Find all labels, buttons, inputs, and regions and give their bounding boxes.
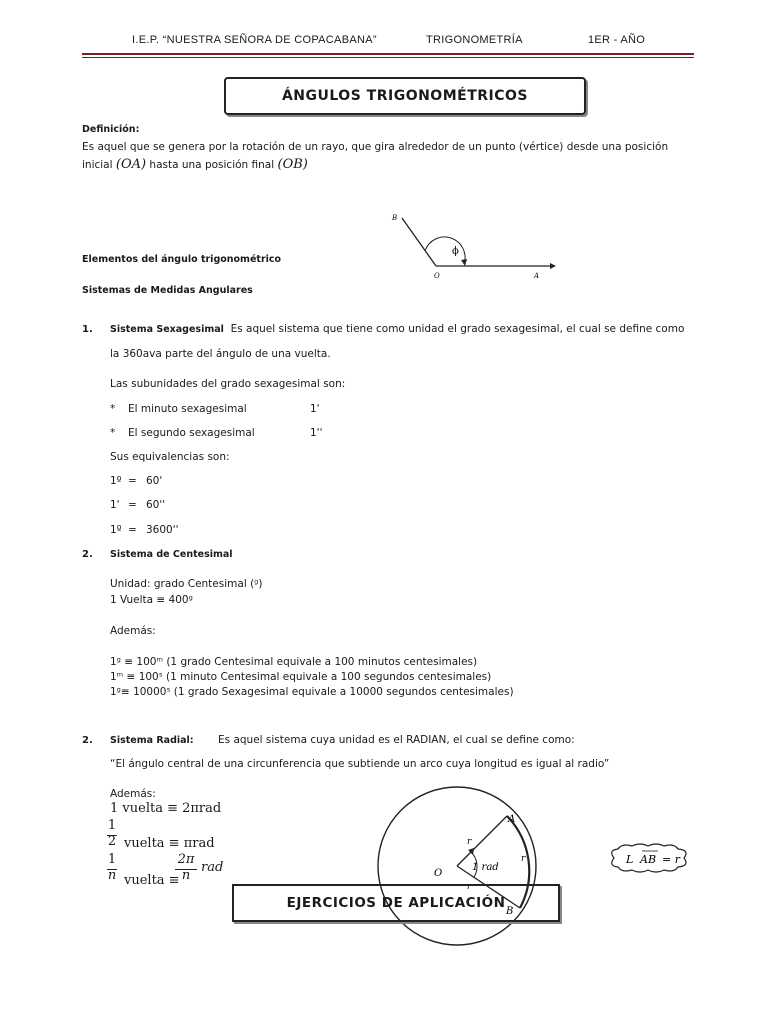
centesimal-turn: 1 Vuelta ≡ 400ᵍ (110, 594, 193, 606)
header-grade: 1ER - AÑO (588, 34, 646, 46)
subunit-symbol: 1' (310, 403, 320, 415)
definition-initial: inicial (82, 159, 113, 171)
radial-desc: Es aquel sistema cuya unidad es el RADIAN, el cual se define como: (218, 734, 575, 746)
radial-quote: “El ángulo central de una circunferencia que subtiende un arco cuya longitud es igual al radio” (110, 758, 610, 770)
arc-length-label: r (521, 854, 526, 864)
subunit-name: El minuto sexagesimal (128, 403, 247, 415)
centesimal-line: 1ᵐ ≡ 100ˢ (1 minuto Centesimal equivale a 100 segundos centesimales) (110, 671, 492, 683)
point-b-label: B (506, 906, 514, 917)
centesimal-ademas: Además: (110, 625, 156, 637)
definition-label: Definición: (82, 124, 140, 135)
point-a-label: A (508, 814, 516, 825)
equiv-eq: = (128, 524, 137, 536)
subunit-bullet: * (110, 403, 116, 415)
subunits-intro: Las subunidades del grado sexagesimal son: (110, 378, 346, 390)
half-numerator: 1 (107, 818, 117, 833)
exercises-title (232, 884, 560, 922)
rotation-arrow-icon (461, 259, 467, 266)
sexagesimal-desc-1: Es aquel sistema que tiene como unidad el grado sexagesimal, el cual se define como (230, 323, 685, 335)
header-subject: TRIGONOMETRÍA (426, 34, 523, 46)
two-pi-numerator: 2π (177, 852, 195, 867)
radian-circle-figure (370, 780, 540, 950)
phi-label: ϕ (452, 246, 459, 257)
equiv-rhs: 60'' (146, 499, 166, 511)
sexagesimal-desc (110, 320, 694, 339)
systems-heading: Sistemas de Medidas Angulares (82, 285, 253, 296)
arc-eq-label: = r (662, 853, 680, 866)
subunit-symbol: 1'' (310, 427, 323, 439)
radial-title: Sistema Radial: (110, 735, 194, 746)
two-pi-denominator: n (181, 868, 191, 883)
equiv-eq: = (128, 499, 137, 511)
point-b-label: B (392, 214, 398, 222)
formula-full-turn: 1 vuelta ≡ 2πrad (110, 801, 222, 816)
exercises-title-text: EJERCICIOS DE APLICACIÓN (286, 895, 506, 911)
definition-line-1: Es aquel que se genera por la rotación de un rayo, que gira alrededor de un punto (vértice) desde una posición (82, 141, 669, 153)
equiv-eq: = (128, 475, 137, 487)
centesimal-unit: Unidad: grado Centesimal (ᵍ) (110, 578, 263, 590)
center-o-label: O (434, 868, 443, 879)
sexagesimal-title: Sistema Sexagesimal (110, 324, 224, 335)
radius-label: r (467, 837, 472, 847)
n-denominator: n (107, 868, 117, 883)
page-title (224, 77, 586, 115)
n-numerator: 1 (107, 852, 117, 867)
equiv-intro: Sus equivalencias son: (110, 451, 230, 463)
equiv-lhs: 1º (110, 475, 122, 487)
elements-heading: Elementos del ángulo trigonométrico (82, 254, 282, 265)
header-rule-thin (82, 57, 694, 58)
equiv-lhs: 1º (110, 524, 122, 536)
equiv-lhs: 1' (110, 499, 120, 511)
arc-note-cloud (606, 842, 692, 874)
radius-oa (457, 816, 507, 866)
equiv-rhs: 3600'' (146, 524, 179, 536)
page-title-text: ÁNGULOS TRIGONOMÉTRICOS (281, 88, 529, 104)
formula-half-turn: vuelta ≡ πrad (124, 836, 215, 851)
formula-n-turn: vuelta ≡ (124, 873, 180, 888)
sexagesimal-desc-2: la 360ava parte del ángulo de una vuelta. (110, 348, 331, 360)
point-o-label: O (434, 272, 440, 280)
radial-ademas: Además: (110, 788, 156, 800)
oa-symbol: (OA) (115, 157, 147, 172)
subunit-name: El segundo sexagesimal (128, 427, 255, 439)
radial-number: 2. (82, 735, 93, 746)
equiv-rhs: 60' (146, 475, 163, 487)
header-rule (82, 53, 694, 55)
arc-ab-label: AB (640, 853, 657, 866)
half-denominator: 2 (107, 834, 117, 849)
arc-l-label: L (626, 853, 634, 866)
subunit-bullet: * (110, 427, 116, 439)
centesimal-number: 2. (82, 549, 93, 560)
angle-figure (388, 206, 568, 286)
radius-label: r (467, 882, 472, 892)
centesimal-line: 1ᵍ ≡ 100ᵐ (1 grado Centesimal equivale a 100 minutos centesimales) (110, 656, 478, 668)
ob-symbol: (OB) (277, 157, 308, 172)
header-school: I.E.P. “NUESTRA SEÑORA DE COPACABANA” (132, 34, 377, 46)
definition-line-2 (82, 156, 694, 174)
sexagesimal-number: 1. (82, 324, 93, 335)
point-a-label: A (534, 272, 540, 280)
centesimal-title: Sistema de Centesimal (110, 549, 233, 560)
one-rad-label: 1 rad (472, 862, 499, 873)
rad-unit: rad (201, 860, 224, 875)
centesimal-line: 1ᵍ≡ 10000ˢ (1 grado Sexagesimal equivale a 10000 segundos centesimales) (110, 686, 514, 698)
definition-final: hasta una posición final (149, 159, 275, 171)
initial-ray-arrow-icon (550, 263, 556, 269)
definition-text (82, 138, 694, 174)
